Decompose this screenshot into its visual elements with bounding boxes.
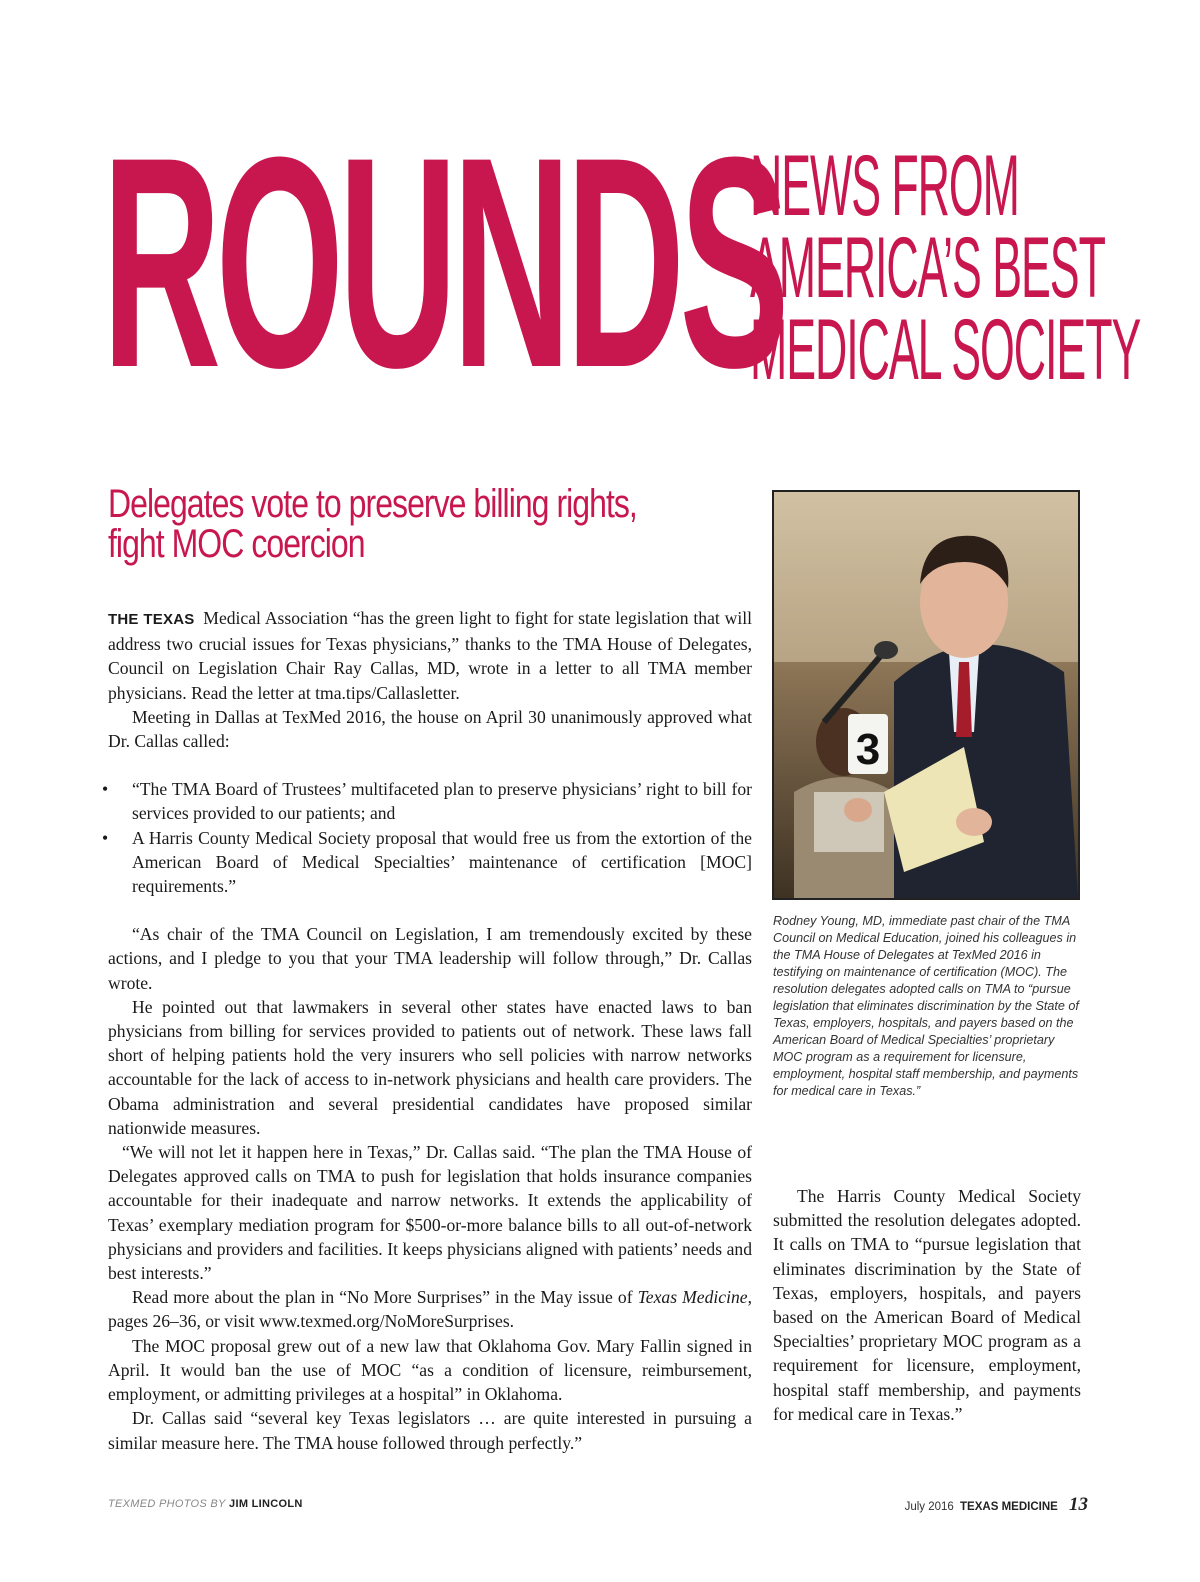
- body-paragraph-5: “We will not let it happen here in Texas,” Dr. Callas said. “The plan the TMA House of Delegates approved calls on TMA to push for legislation that holds insurance companies accountable for their inadequate and narrow networks. It extends the applicability of Texas’ exemplary mediation program for $500-or-more balance bills to all out-of-network physicians and providers and facilities. It keeps physicians aligned with patients’ needs and best interests.”: [108, 1142, 752, 1284]
- headline-line-1: Delegates vote to preserve billing rights,: [108, 482, 637, 526]
- bullet-icon: •: [102, 779, 109, 800]
- bullet-list: [102, 777, 752, 898]
- headline-line-2: fight MOC coercion: [108, 522, 365, 566]
- body-paragraph-8: Dr. Callas said “several key Texas legislators … are quite interested in pursuing a similar measure here. The TMA house followed through perfectly.”: [108, 1408, 752, 1453]
- photo-caption: Rodney Young, MD, immediate past chair of the TMA Council on Medical Education, joined his colleagues in the TMA House of Delegates at TexMed 2016 in testifying on maintenance of certification (MOC). The resolution delegates adopted calls on TMA to “pursue legislation that eliminates discrimination by the State of Texas, employers, hospitals, and payers based on the American Board of Medical Specialties’ proprietary MOC program as a requirement for licensure, employment, hospital staff membership, and payments for medical care in Texas.”: [773, 914, 1079, 1098]
- rounds-masthead: ROUNDS: [102, 94, 785, 430]
- masthead-tagline: [750, 138, 1141, 398]
- magazine-name: TEXAS MEDICINE: [960, 1501, 1058, 1513]
- page-number: 13: [1069, 1494, 1088, 1515]
- body-paragraph-4: He pointed out that lawmakers in several other states have enacted laws to ban physicians from billing for services provided to patients out of network. These laws fall short of helping patients hold the very insurers who sell policies with narrow networks accountable for the lack of access to in-network physicians and health care providers. The Obama administration and several presidential candidates have proposed similar nationwide measures.: [108, 996, 752, 1138]
- placard-number: 3: [855, 725, 881, 774]
- article-photo: [772, 490, 1080, 900]
- body-paragraph-6: Read more about the plan in “No More Surprises” in the May issue of Texas Medicine, pages 26–36, or visit www.texmed.org/NoMoreSurprises.: [108, 1287, 752, 1332]
- right-paragraph-1: The Harris County Medical Society submitted the resolution delegates adopted. It calls on TMA to “pursue legislation that eliminates discrimination by the State of Texas, employers, hospitals, and payers based on the American Board of Medical Specialties’ proprietary MOC program as a requirement for licensure, employment, hospital staff membership, and payments for medical care in Texas.”: [773, 1186, 1081, 1424]
- body-paragraph-2: Meeting in Dallas at TexMed 2016, the house on April 30 unanimously approved what Dr. Callas called:: [108, 706, 752, 752]
- tagline-line-2: AMERICA’S BEST: [750, 220, 1105, 316]
- bullet-item-1: • “The TMA Board of Trustees’ multifaceted plan to preserve physicians’ right to bill for services provided to our patients; and: [102, 779, 752, 824]
- article-body: [102, 606, 753, 1455]
- tagline-line-1: NEWS FROM: [750, 138, 1019, 234]
- bullet-icon: •: [102, 827, 109, 848]
- body-paragraph-3: “As chair of the TMA Council on Legislation, I am tremendously excited by these actions, and I pledge to you that your TMA leadership will follow through,” Dr. Callas wrote.: [108, 924, 752, 993]
- photo-credit: TEXMED PHOTOS BY JIM LINCOLN: [108, 1498, 303, 1510]
- folio: [898, 1494, 1088, 1516]
- tagline-line-3: MEDICAL SOCIETY: [750, 302, 1141, 398]
- photographer-name: JIM LINCOLN: [229, 1498, 303, 1510]
- body-paragraph-1: THE TEXAS Medical Association “has the green light to fight for state legislation that will address two crucial issues for Texas physicians,” thanks to the TMA House of Delegates, Council on Legislation Chair Ray Callas, MD, wrote in a letter to all TMA member physicians. Read the letter at tma.tips/Callasletter.: [108, 608, 753, 703]
- right-column-body: [773, 1184, 1081, 1426]
- bullet-item-2: • A Harris County Medical Society proposal that would free us from the extortion of the American Board of Medical Specialties’ maintenance of certification [MOC] requirements.”: [102, 827, 752, 897]
- issue-date: July 2016: [904, 1501, 954, 1513]
- lead-in: THE TEXAS: [108, 611, 195, 628]
- photo-illustration: [774, 492, 1078, 898]
- body-paragraph-7: The MOC proposal grew out of a new law that Oklahoma Gov. Mary Fallin signed in April. It would ban the use of MOC “as a condition of licensure, reimbursement, employment, or admitting privileges at a hospital” in Oklahoma.: [108, 1335, 752, 1405]
- article-headline: [108, 484, 637, 564]
